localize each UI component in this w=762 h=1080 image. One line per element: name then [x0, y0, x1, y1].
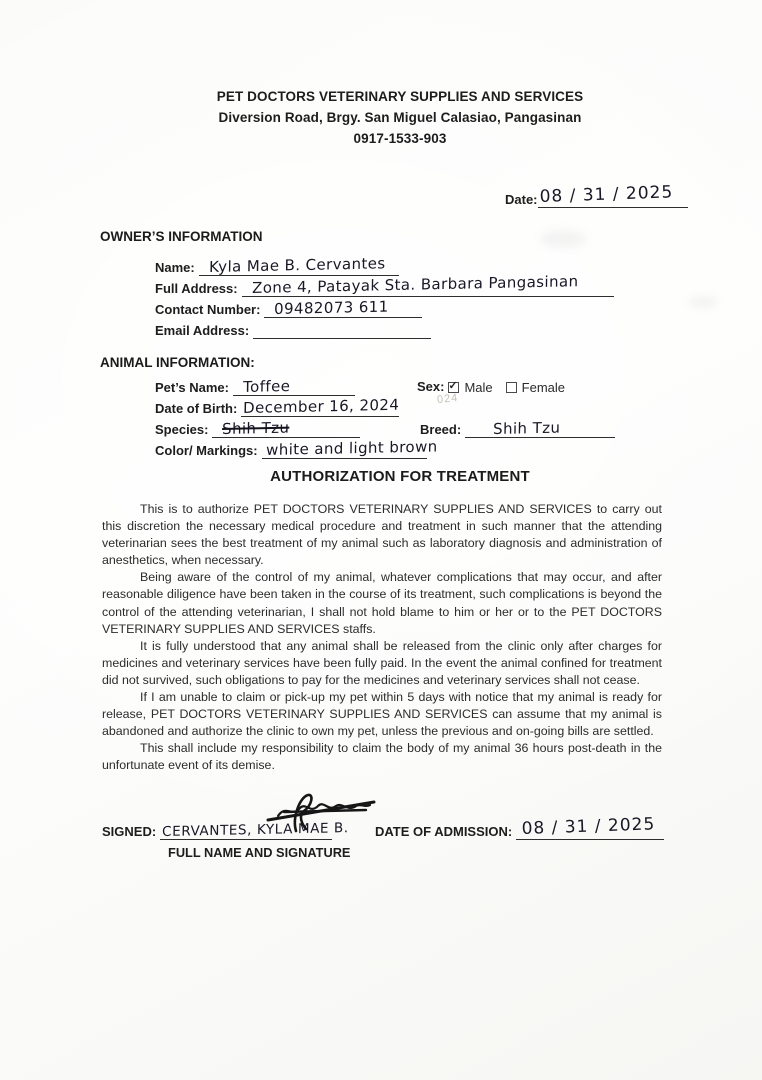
- female-checkbox: [506, 382, 517, 393]
- owner-address-field: [155, 272, 614, 298]
- owner-address-value: Zone 4, Patayak Sta. Barbara Pangasinan: [251, 272, 579, 298]
- admission-date-value: 08 / 31 / 2025: [521, 814, 656, 839]
- color-markings-value: white and light brown: [265, 437, 438, 460]
- owner-email-label: Email Address:: [155, 323, 250, 338]
- dob-line: [241, 395, 400, 418]
- owner-contact-line: [264, 297, 422, 319]
- color-markings-field: [155, 437, 438, 460]
- breed-value: Shih Tzu: [493, 418, 561, 439]
- owner-contact-label: Contact Number:: [155, 302, 261, 317]
- authorization-title: AUTHORIZATION FOR TREATMENT: [270, 468, 530, 485]
- owner-address-line: [242, 272, 614, 298]
- signature-caption: FULL NAME AND SIGNATURE: [168, 845, 351, 860]
- date-field: [505, 182, 688, 208]
- clinic-address: Diversion Road, Brgy. San Miguel Calasiao, Pangasinan: [218, 110, 582, 125]
- authorization-paragraph: This shall include my responsibility to claim the body of my animal 36 hours post-death in the unfortunate event of its demise.: [102, 741, 662, 773]
- scan-smudge: [688, 296, 718, 308]
- admission-date-field: [375, 814, 664, 840]
- owner-contact-value: 09482073 611: [274, 297, 390, 319]
- breed-label: Breed:: [420, 422, 462, 437]
- pet-name-line: [233, 378, 355, 396]
- pet-name-field: [155, 378, 355, 396]
- authorization-paragraph: This is to authorize PET DOCTORS VETERINARY SUPPLIES AND SERVICES to carry out this discretion the necessary medical procedure and treatment in such manner that the attending veterinarian sees the best treatment of my animal such as laboratory diagnosis and administration of anesthetics, when necessary.: [102, 502, 662, 568]
- breed-line: [465, 420, 615, 438]
- signed-label: SIGNED:: [102, 824, 157, 839]
- sex-field: [417, 379, 573, 395]
- dob-value: December 16, 2024: [243, 395, 400, 418]
- species-line: [212, 420, 360, 438]
- authorization-body: [102, 501, 662, 775]
- scan-smudge: [540, 230, 586, 248]
- signed-field: [102, 819, 350, 840]
- owner-name-field: [155, 254, 399, 277]
- admission-date-line: [516, 814, 664, 840]
- owner-name-line: [199, 254, 399, 277]
- species-value-crossed-out: Shih Tzu: [222, 418, 290, 439]
- signed-line: [160, 819, 350, 840]
- clinic-header: [30, 86, 762, 149]
- date-label: Date:: [505, 192, 538, 207]
- pet-name-label: Pet’s Name:: [155, 380, 229, 395]
- authorization-paragraph: If I am unable to claim or pick-up my pet within 5 days with notice that my animal is ready for release, PET DOCTORS VETERINARY SUPPLIES AND SERVICES can assume that my animal is abandoned and authorize the clinic to own my pet, unless the previous and on-going bills are settled.: [102, 690, 662, 739]
- signed-value: CERVANTES, KYLA MAE B.: [162, 819, 350, 840]
- sex-label: Sex:: [417, 379, 445, 394]
- owner-email-field: [155, 321, 431, 339]
- owner-address-label: Full Address:: [155, 281, 238, 296]
- clinic-phone: 0917-1533-903: [353, 131, 447, 146]
- scan-bleedthrough-text: 024: [436, 391, 459, 407]
- admission-date-label: DATE OF ADMISSION:: [375, 824, 513, 839]
- authorization-paragraph: It is fully understood that any animal shall be released from the clinic only after charges for medicines and veterinary services have been fully paid. In the event the animal confined for treatment did not survived, such obligations to pay for the medicines and veterinary services shall not cease.: [102, 638, 662, 687]
- owner-name-value: Kyla Mae B. Cervantes: [208, 254, 386, 277]
- animal-section-title: ANIMAL INFORMATION:: [100, 355, 255, 370]
- owner-email-line: [253, 321, 431, 339]
- female-label: Female: [521, 380, 566, 395]
- owner-name-label: Name:: [155, 260, 195, 275]
- dob-label: Date of Birth:: [155, 401, 238, 416]
- species-label: Species:: [155, 422, 209, 437]
- date-line: [538, 182, 688, 208]
- breed-field: [420, 420, 615, 438]
- authorization-paragraph: Being aware of the control of my animal, whatever complications that may occur, and after reasonable diligence have been taken in the course of its treatment, such complications is beyond the control of the attending veterinarian, I shall not hold blame to him or her or to the PET DOCTORS VETERINARY SUPPLIES AND SERVICES staffs.: [102, 570, 662, 636]
- pet-name-value: Toffee: [242, 377, 291, 397]
- color-markings-line: [262, 437, 438, 460]
- dob-field: [155, 395, 400, 418]
- owner-section-title: OWNER’S INFORMATION: [100, 229, 263, 244]
- date-handwritten-value: 08 / 31 / 2025: [538, 182, 674, 207]
- clinic-name: PET DOCTORS VETERINARY SUPPLIES AND SERVICES: [216, 89, 584, 104]
- male-check-mark: ✓: [448, 380, 458, 392]
- color-markings-label: Color/ Markings:: [155, 443, 258, 458]
- owner-contact-field: [155, 297, 422, 319]
- male-label: Male: [464, 380, 493, 395]
- species-field: [155, 420, 360, 438]
